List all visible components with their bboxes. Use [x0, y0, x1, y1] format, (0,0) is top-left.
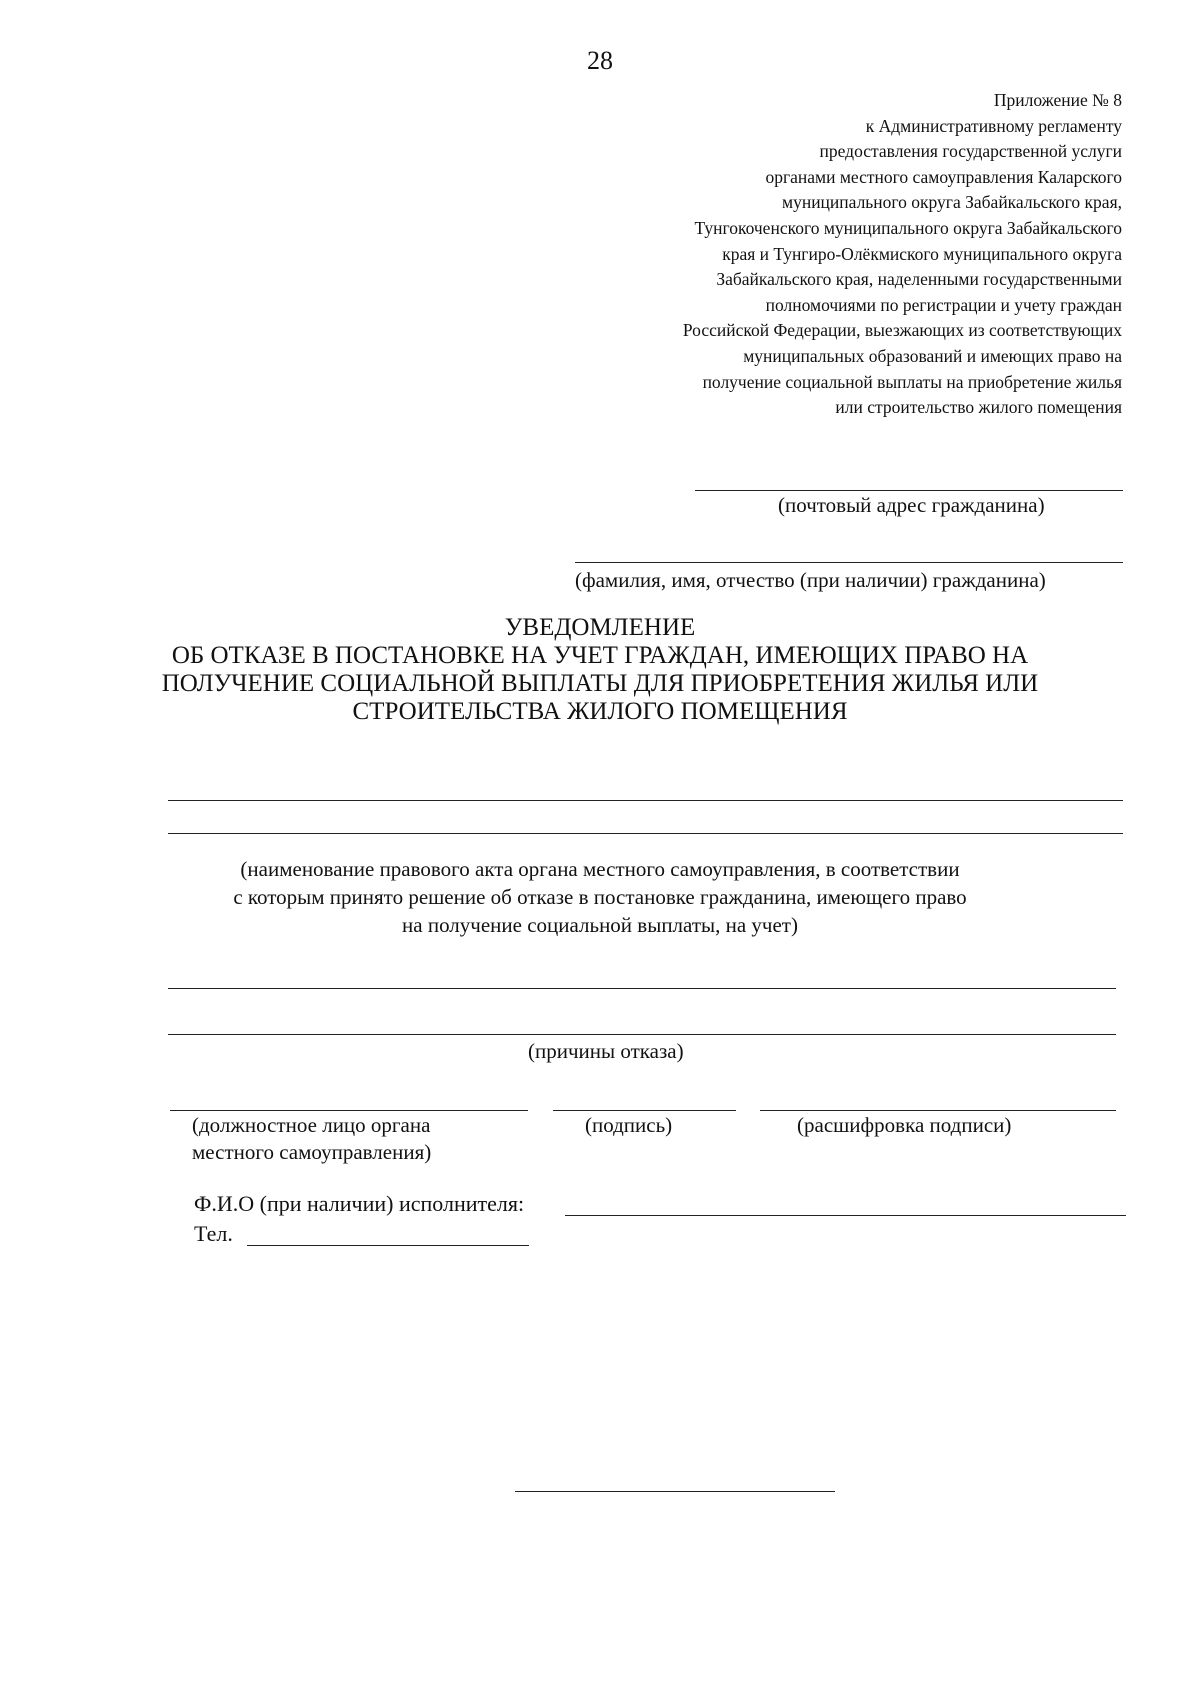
- appendix-line: Забайкальского края, наделенными государственными: [716, 269, 1122, 290]
- postal-address-caption: (почтовый адрес гражданина): [778, 493, 1045, 517]
- appendix-header: [562, 88, 1122, 421]
- official-caption-1: (должностное лицо органа: [192, 1113, 431, 1137]
- appendix-line: органами местного самоуправления Каларского: [765, 166, 1122, 187]
- executor-phone-label: Тел.: [194, 1221, 233, 1246]
- title-line: ОБ ОТКАЗЕ В ПОСТАНОВКЕ НА УЧЕТ ГРАЖДАН, ИМЕЮЩИХ ПРАВО НА: [171, 642, 1029, 669]
- full-name-line[interactable]: [575, 562, 1123, 563]
- official-line[interactable]: [170, 1110, 528, 1111]
- appendix-line: муниципальных образований и имеющих право на: [743, 345, 1122, 366]
- appendix-line: полномочиями по регистрации и учету граждан: [765, 294, 1122, 315]
- appendix-line: Тунгокоченского муниципального округа Забайкальского: [694, 217, 1122, 238]
- legal-act-line-2[interactable]: [168, 833, 1123, 834]
- executor-name-label: Ф.И.О (при наличии) исполнителя:: [194, 1191, 525, 1216]
- appendix-line: предоставления государственной услуги: [819, 141, 1122, 162]
- signature-line[interactable]: [553, 1110, 736, 1111]
- appendix-line: края и Тунгиро-Олёкмиского муниципального округа: [722, 243, 1122, 264]
- title-line: СТРОИТЕЛЬСТВА ЖИЛОГО ПОМЕЩЕНИЯ: [352, 698, 848, 725]
- signature-caption: (подпись): [585, 1113, 673, 1137]
- appendix-line: получение социальной выплаты на приобретение жилья: [702, 371, 1122, 392]
- legal-act-caption-line: на получение социальной выплаты, на учет): [402, 913, 798, 937]
- decryption-caption: (расшифровка подписи): [797, 1113, 1012, 1137]
- executor-name-line[interactable]: [565, 1215, 1126, 1216]
- appendix-line: Приложение № 8: [993, 90, 1122, 110]
- official-caption-2: местного самоуправления): [192, 1140, 432, 1164]
- legal-act-line-1[interactable]: [168, 800, 1123, 801]
- reasons-line-2[interactable]: [168, 1034, 1116, 1035]
- appendix-line: Российской Федерации, выезжающих из соответствующих: [682, 320, 1122, 341]
- executor-phone-line[interactable]: [247, 1245, 529, 1246]
- appendix-line: к Административному регламенту: [865, 115, 1122, 136]
- postal-address-line[interactable]: [695, 490, 1123, 491]
- page-number: 28: [587, 46, 613, 75]
- full-name-caption: (фамилия, имя, отчество (при наличии) гражданина): [575, 568, 1046, 592]
- appendix-line: муниципального округа Забайкальского края,: [782, 192, 1122, 213]
- reasons-line-1[interactable]: [168, 988, 1116, 989]
- title-line: УВЕДОМЛЕНИЕ: [504, 614, 696, 641]
- legal-act-caption-line: с которым принято решение об отказе в постановке гражданина, имеющего право: [233, 885, 967, 909]
- notice-title: [0, 614, 1200, 726]
- appendix-line: или строительство жилого помещения: [835, 397, 1122, 418]
- decryption-line[interactable]: [760, 1110, 1116, 1111]
- title-line: ПОЛУЧЕНИЕ СОЦИАЛЬНОЙ ВЫПЛАТЫ ДЛЯ ПРИОБРЕТЕНИЯ ЖИЛЬЯ ИЛИ: [161, 670, 1039, 697]
- legal-act-caption-line: (наименование правового акта органа местного самоуправления, в соответствии: [240, 857, 960, 881]
- legal-act-caption: [0, 855, 1200, 939]
- bottom-separator: [515, 1491, 835, 1492]
- reasons-caption: (причины отказа): [528, 1039, 684, 1063]
